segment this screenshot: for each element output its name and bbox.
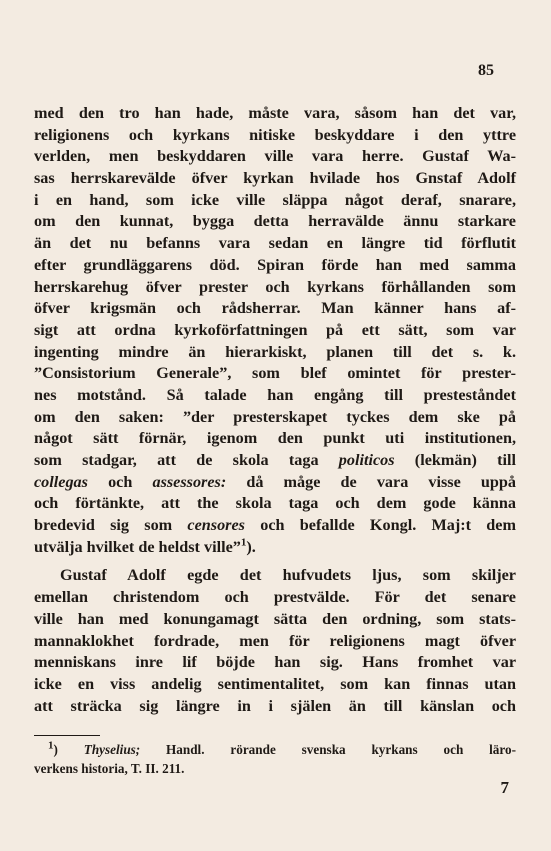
paragraph-gap <box>34 558 516 565</box>
paragraph-2 <box>34 565 516 717</box>
text-line: menniskans inre lif böjde han sig. Hans fromhet var <box>34 653 516 672</box>
text-line: emellan christendom och prestvälde. För det senare <box>34 588 516 607</box>
text-line: ingenting mindre än hierarkiskt, planen till det s. k. <box>34 342 516 361</box>
text-line: och förtänkte, att the skola taga och dem gode känna <box>34 494 516 513</box>
text-line <box>34 515 516 537</box>
footnote-author: Thyselius; <box>83 742 141 757</box>
text-line: om den kunnat, bygga detta herravälde ännu starkare <box>34 212 516 231</box>
text-line: att sträcka sig längre in i själen än till känslan och <box>34 696 516 715</box>
text-line: ”Consistorium Generale”, som blef omintet för prester- <box>34 364 516 383</box>
text-line: sas herrskarevälde öfver kyrkan hvilade hos Gnstaf Adolf <box>34 169 516 188</box>
footnote-ref: 1 <box>240 536 247 549</box>
text-run: som stadgar, att de skola taga <box>34 451 339 469</box>
italic-term: collegas <box>34 472 88 491</box>
text-run: utvälja hvilket de heldst ville” <box>34 537 241 556</box>
italic-term: assessores: <box>152 472 227 491</box>
text-line: med den tro han hade, måste vara, såsom han det var, <box>34 104 516 122</box>
text-line: än det nu befanns vara sedan en längre tid förflutit <box>34 234 516 253</box>
text-run: ). <box>246 537 256 556</box>
text-line: sigt att ordna kyrkoförfattningen på ett sätt, som var <box>34 320 516 339</box>
text-line: efter grundläggarens död. Spiran förde han med samma <box>34 255 516 274</box>
text-line: religionens och kyrkans nitiske beskyddare i den yttre <box>34 125 516 144</box>
text-line: nes motstånd. Så talade han engång till presteståndet <box>34 385 516 404</box>
footnote-line: verkens historia, T. II. 211. <box>34 761 185 776</box>
body-text <box>34 103 516 717</box>
text-run: och befallde Kongl. Maj:t dem <box>244 516 516 535</box>
italic-term: politicos <box>338 451 395 469</box>
text-run: (lekmän) till <box>394 451 516 469</box>
text-line: öfver krigsmän och rådsherrar. Man känner hans af- <box>34 299 516 318</box>
text-line <box>34 537 516 559</box>
footnote-line <box>34 740 516 759</box>
footnote-marker-paren: ) <box>53 742 58 757</box>
text-run: och <box>87 472 153 491</box>
footnote <box>34 740 516 778</box>
text-line: icke en viss andelig sentimentalitet, som kan finnas utan <box>34 674 516 693</box>
text-line: om den saken: ”der presterskapet tyckes dem ske på <box>34 407 516 426</box>
text-line <box>34 472 516 494</box>
text-line: Gustaf Adolf egde det hufvudets ljus, som skiljer <box>60 566 516 585</box>
text-line: något sätt förnär, igenom den punkt uti institutionen, <box>34 429 516 448</box>
page-number: 85 <box>478 62 494 79</box>
signature-mark: 7 <box>500 778 509 797</box>
text-run: bredevid sig som <box>34 516 188 535</box>
footnote-text: Handl. rörande svenska kyrkans och läro- <box>140 742 517 757</box>
text-line: mannaklokhet fordrade, men för religionens magt öfver <box>34 631 516 650</box>
text-line: herrskarehug öfver prester och kyrkans förhållanden som <box>34 277 516 296</box>
footnote-marker: 1 <box>48 739 54 752</box>
text-line <box>34 450 516 472</box>
text-line: ville han med konungamagt sätta den ordning, som stats- <box>34 609 516 628</box>
text-run: då måge de vara visse uppå <box>226 472 516 491</box>
paragraph-1 <box>34 103 516 558</box>
text-line: verlden, men beskyddaren ville vara herre. Gustaf Wa- <box>34 147 516 166</box>
italic-term: censores <box>187 516 245 535</box>
text-line: i en hand, som icke ville släppa något deraf, snarare, <box>34 190 516 209</box>
footnote-divider <box>34 735 100 736</box>
